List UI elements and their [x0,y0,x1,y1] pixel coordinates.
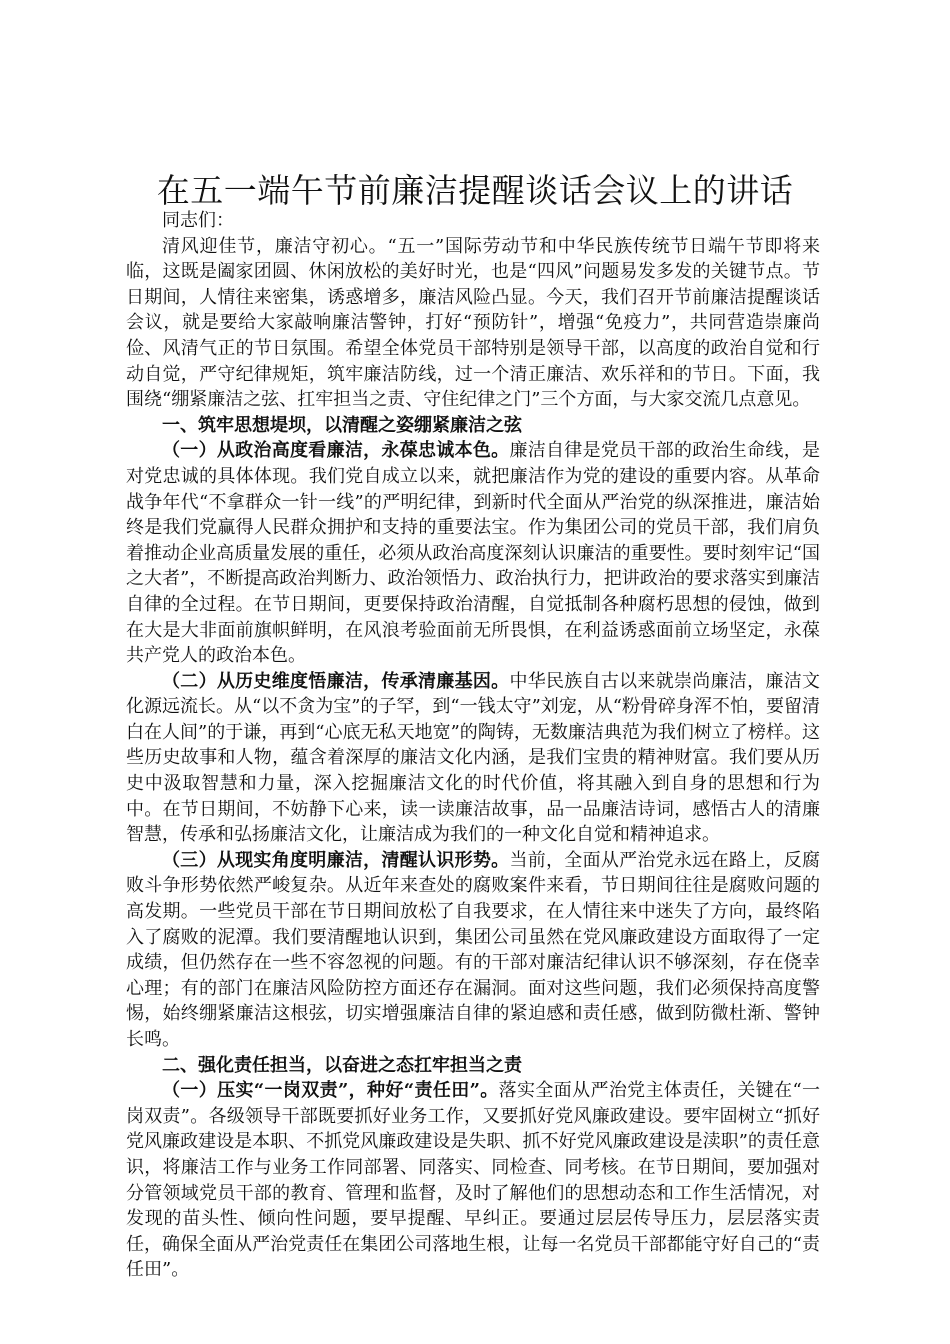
paragraph-lead: （二）从历史维度悟廉洁，传承清廉基因。 [162,670,510,692]
intro-paragraph: 清风迎佳节，廉洁守初心。“五一”国际劳动节和中华民族传统节日端午节即将来临，这既是阖家团圆、休闲放松的美好时光，也是“四风”问题易发多发的关键节点。节日期间，人情往来密集，诱惑增多，廉洁风险凸显。今天，我们召开节前廉洁提醒谈话会议，就是要给大家敲响廉洁警钟，打好“预防针”，增强“免疫力”，共同营造崇廉尚俭、风清气正的节日氛围。希望全体党员干部特别是领导干部，以高度的政治自觉和行动自觉，严守纪律规矩，筑牢廉洁防线，过一个清正廉洁、欢乐祥和的节日。下面，我围绕“绷紧廉洁之弦、扛牢担当之责、守住纪律之门”三个方面，与大家交流几点意见。 [126,235,820,411]
salutation: 同志们： [162,210,234,231]
paragraph-text: 落实全面从严治党主体责任，关键在“一岗双责”。各级领导干部既要抓好业务工作，又要抓好党风廉政建设。要牢固树立“抓好党风廉政建设是本职、不抓党风廉政建设是失职、抓不好党风廉政建设是渎职”的责任意识，将廉洁工作与业务工作同部署、同落实、同检查、同考核。在节日期间，要加强对分管领域党员干部的教育、管理和监督，及时了解他们的思想动态和工作生活情况，对发现的苗头性、倾向性问题，要早提醒、早纠正。要通过层层传导压力，层层落实责任，确保全面从严治党责任在集团公司落地生根，让每一名党员干部都能守好自己的“责任田”。 [126,1080,821,1281]
section-1-heading: 一、筑牢思想堤坝，以清醒之姿绷紧廉洁之弦 [162,414,522,436]
section-1-paragraph-2 [126,669,820,848]
document-body [126,208,820,1283]
paragraph-lead: （三）从现实角度明廉洁，清醒认识形势。 [162,849,510,871]
paragraph-lead: （一）压实“一岗双责”，种好“责任田”。 [162,1080,499,1102]
paragraph-text: 廉洁自律是党员干部的政治生命线，是对党忠诚的具体体现。我们党自成立以来，就把廉洁作为党的建设的重要内容。从革命战争年代“不拿群众一针一线”的严明纪律，到新时代全面从严治党的纵深推进，廉洁始终是我们党赢得人民群众拥护和支持的重要法宝。作为集团公司的党员干部，我们肩负着推动企业高质量发展的重任，必须从政治高度深刻认识廉洁的重要性。要时刻牢记“国之大者”，不断提高政治判断力、政治领悟力、政治执行力，把讲政治的要求落实到廉洁自律的全过程。在节日期间，更要保持政治清醒，自觉抵制各种腐朽思想的侵蚀，做到在大是大非面前旗帜鲜明，在风浪考验面前无所畏惧，在利益诱惑面前立场坚定，永葆共产党人的政治本色。 [126,440,821,667]
document-title: 在五一端午节前廉洁提醒谈话会议上的讲话 [156,171,794,210]
paragraph-text: 中华民族自古以来就崇尚廉洁，廉洁文化源远流长。从“以不贪为宝”的子罕，到“一钱太守”刘宠，从“粉骨碎身浑不怕，要留清白在人间”的于谦，再到“心底无私天地宽”的陶铸，无数廉洁典范为我们树立了榜样。这些历史故事和人物，蕴含着深厚的廉洁文化内涵，是我们宝贵的精神财富。我们要从历史中汲取智慧和力量，深入挖掘廉洁文化的时代价值，将其融入到自身的思想和行为中。在节日期间，不妨静下心来，读一读廉洁故事，品一品廉洁诗词，感悟古人的清廉智慧，传承和弘扬廉洁文化，让廉洁成为我们的一种文化自觉和精神追求。 [126,670,821,846]
paragraph-text: 当前，全面从严治党永远在路上，反腐败斗争形势依然严峻复杂。从近年来查处的腐败案件来看，节日期间往往是腐败问题的高发期。一些党员干部在节日期间放松了自我要求，在人情往来中迷失了方向，最终陷入了腐败的泥潭。我们要清醒地认识到，集团公司虽然在党风廉政建设方面取得了一定成绩，但仍然存在一些不容忽视的问题。有的干部对廉洁纪律认识不够深刻，存在侥幸心理；有的部门在廉洁风险防控方面还存在漏洞。面对这些问题，我们必须保持高度警惕，始终绷紧廉洁这根弦，切实增强廉洁自律的紧迫感和责任感，做到防微杜渐、警钟长鸣。 [126,849,821,1050]
section-2-heading: 二、强化责任担当，以奋进之态扛牢担当之责 [162,1054,522,1076]
section-1-paragraph-3 [126,848,820,1053]
paragraph-lead: （一）从政治高度看廉洁，永葆忠诚本色。 [162,440,510,462]
section-1-paragraph-1 [126,438,820,668]
section-2-paragraph-1 [126,1078,820,1283]
